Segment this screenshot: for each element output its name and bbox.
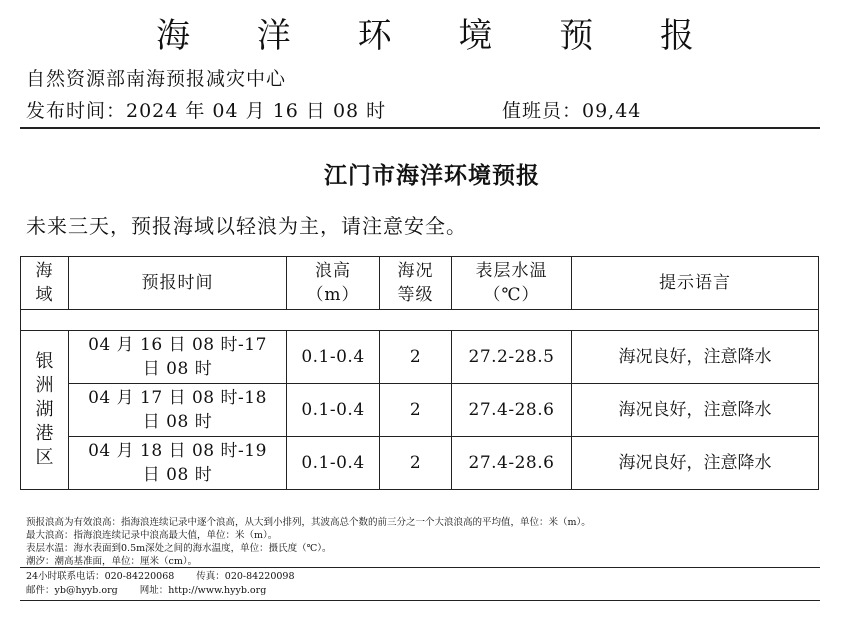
table-row: [21, 437, 819, 490]
footnote: 潮汐：潮高基准面，单位：厘米（cm）。: [26, 556, 198, 567]
sea-state-cell: 2: [380, 437, 452, 490]
sea-state-cell: 2: [380, 331, 452, 384]
area-char: 港: [35, 423, 54, 444]
area-char: 洲: [35, 375, 54, 396]
contact-fax: 传真：020-84220098: [196, 571, 295, 582]
duty-officer: 值班员：09,44: [502, 100, 642, 122]
area-char: 湖: [35, 399, 54, 420]
document-title: 海 洋 环 境 预 报: [155, 16, 723, 56]
header-area: [21, 257, 69, 310]
header-forecast-time: 预报时间: [69, 257, 287, 310]
footer-divider: [20, 567, 820, 568]
water-temp-cell: 27.2-28.5: [452, 331, 572, 384]
tip-cell: 海况良好，注意降水: [572, 384, 819, 437]
footnote: 预报浪高为有效浪高：指海浪连续记录中逐个浪高，从大到小排列，其波高总个数的前三分之一个大浪浪高的平均值，单位：米（m）。: [26, 517, 591, 528]
time-line2: 日 08 时: [142, 359, 213, 379]
header-area-line1: 海: [35, 261, 54, 281]
contact-info: [26, 570, 295, 598]
header-tips: 提示语言: [572, 257, 819, 310]
table-header-row: [21, 257, 819, 310]
forecast-time-cell: [69, 437, 287, 490]
header-wave-height: [287, 257, 380, 310]
header-sea-line2: 等级: [397, 285, 434, 305]
time-line1: 04 月 17 日 08 时-18: [88, 388, 267, 408]
header-sea-line1: 海况: [397, 261, 434, 281]
header-temp-line1: 表层水温: [475, 261, 548, 281]
area-char: 银: [35, 351, 54, 372]
time-line2: 日 08 时: [142, 465, 213, 485]
footer-bottom-divider: [20, 600, 820, 601]
issuing-organization: 自然资源部南海预报减灾中心: [26, 68, 287, 90]
forecast-summary: 未来三天，预报海域以轻浪为主，请注意安全。: [26, 214, 467, 238]
header-wave-line2: （m）: [306, 285, 360, 305]
contact-phone: 24小时联系电话：020-84220068: [26, 571, 175, 582]
header-divider: [20, 127, 820, 129]
header-water-temp: [452, 257, 572, 310]
publish-time: 发布时间：2024 年 04 月 16 日 08 时: [26, 100, 387, 122]
tip-cell: 海况良好，注意降水: [572, 437, 819, 490]
wave-height-cell: 0.1-0.4: [287, 384, 380, 437]
water-temp-cell: 27.4-28.6: [452, 384, 572, 437]
header-temp-line2: （℃）: [483, 285, 540, 305]
footnote: 表层水温：海水表面到0.5m深处之间的海水温度，单位：摄氏度（℃）。: [26, 543, 332, 554]
time-line2: 日 08 时: [142, 412, 213, 432]
tip-cell: 海况良好，注意降水: [572, 331, 819, 384]
header-wave-line1: 浪高: [315, 261, 351, 281]
water-temp-cell: 27.4-28.6: [452, 437, 572, 490]
footnote: 最大浪高：指海浪连续记录中浪高最大值，单位：米（m）。: [26, 530, 278, 541]
forecast-title: 江门市海洋环境预报: [324, 163, 540, 189]
time-line1: 04 月 16 日 08 时-17: [88, 335, 267, 355]
sea-state-cell: 2: [380, 384, 452, 437]
time-line1: 04 月 18 日 08 时-19: [88, 441, 267, 461]
area-name-cell: [21, 331, 69, 490]
table-row: [21, 384, 819, 437]
forecast-table: [20, 256, 819, 490]
contact-website[interactable]: 网址：http://www.hyyb.org: [139, 585, 267, 596]
area-char: 区: [35, 447, 54, 468]
contact-email[interactable]: 邮件：yb@hyyb.org: [26, 585, 118, 596]
forecast-time-cell: [69, 384, 287, 437]
table-spacer-row: [21, 310, 819, 331]
table-row: [21, 331, 819, 384]
wave-height-cell: 0.1-0.4: [287, 437, 380, 490]
wave-height-cell: 0.1-0.4: [287, 331, 380, 384]
publish-line: [26, 96, 826, 123]
header-sea-state: [380, 257, 452, 310]
header-area-line2: 域: [35, 285, 54, 305]
forecast-time-cell: [69, 331, 287, 384]
footnotes: [26, 516, 591, 568]
